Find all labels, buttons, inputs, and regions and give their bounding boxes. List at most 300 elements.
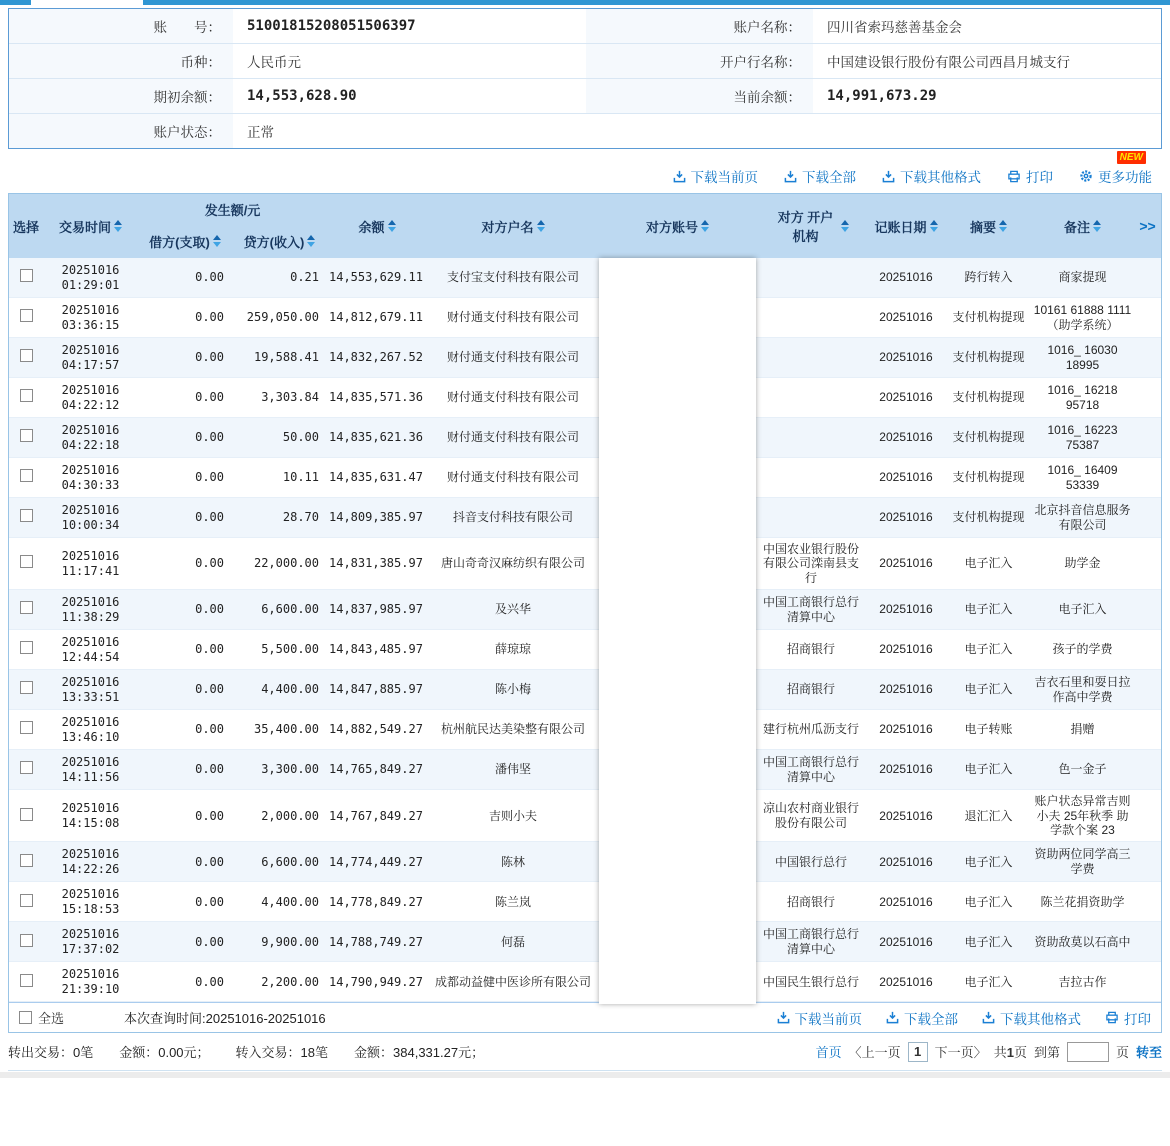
- redaction-overlay: [599, 258, 756, 1004]
- counterparty-name: 抖音支付科技有限公司: [452, 510, 573, 525]
- row-select-cell: [9, 305, 43, 329]
- counterparty-name: 财付通支付科技有限公司: [446, 430, 579, 445]
- counterparty-name: 财付通支付科技有限公司: [446, 390, 579, 405]
- remark: 1016_ 16030 18995: [1047, 343, 1118, 372]
- transaction-time: 20251016 11:38:29: [61, 595, 120, 624]
- row-checkbox[interactable]: [20, 269, 33, 282]
- summary: 支付机构提现: [952, 510, 1025, 525]
- credit-amount: 28.70: [282, 510, 319, 525]
- download-current-page-link[interactable]: [673, 166, 759, 186]
- header-posting-date[interactable]: 记账日期: [866, 217, 946, 236]
- row-more-cell: [1134, 514, 1161, 522]
- transaction-time: 20251016 04:22:18: [61, 423, 120, 452]
- first-page-link[interactable]: 首页: [815, 1045, 842, 1061]
- gear-icon: [1079, 169, 1093, 183]
- row-more-cell: [1134, 560, 1161, 568]
- download-other-format-link[interactable]: [882, 166, 981, 186]
- transaction-time: 20251016 12:44:54: [61, 635, 120, 664]
- pagination: [816, 1042, 1162, 1062]
- counterparty-bank: 招商银行: [786, 642, 835, 657]
- counterparty-name: 支付宝支付科技有限公司: [446, 270, 579, 285]
- select-all-checkbox[interactable]: [19, 1011, 32, 1024]
- counterparty-name: 吉则小夫: [488, 808, 537, 823]
- counterparty-name: 陈小梅: [494, 682, 531, 697]
- debit-amount: 0.00: [195, 390, 224, 405]
- counterparty-bank: 中国工商银行总行清算中心: [762, 755, 859, 784]
- posting-date: 20251016: [879, 762, 933, 777]
- download-icon: [886, 1011, 899, 1024]
- currency-value: 人民币元: [247, 55, 301, 70]
- row-select-cell: [9, 804, 43, 828]
- row-checkbox[interactable]: [20, 808, 33, 821]
- more-functions-link[interactable]: [1079, 152, 1152, 186]
- counterparty-bank: [756, 514, 866, 522]
- download-all-link[interactable]: [784, 166, 856, 186]
- row-checkbox[interactable]: [20, 974, 33, 987]
- posting-date: 20251016: [879, 642, 933, 657]
- print-link[interactable]: [1007, 166, 1053, 186]
- balance: 14,778,849.27: [329, 894, 423, 909]
- header-transaction-time[interactable]: 交易时间: [43, 217, 138, 236]
- counterparty-bank: 中国工商银行总行清算中心: [762, 927, 859, 956]
- posting-date: 20251016: [879, 556, 933, 571]
- credit-amount: 19,588.41: [253, 350, 319, 365]
- sort-icon[interactable]: [537, 220, 545, 232]
- opening-balance-value: 14,553,628.90: [247, 88, 357, 104]
- summary: 电子转账: [964, 722, 1013, 737]
- balance: 14,837,985.97: [329, 602, 423, 617]
- balance: 14,831,385.97: [329, 556, 423, 571]
- row-select-cell: [9, 345, 43, 369]
- table-row: [9, 790, 1161, 842]
- counterparty-name: 薛琼琼: [494, 642, 531, 657]
- sort-icon[interactable]: [388, 220, 396, 232]
- row-select-cell: [9, 505, 43, 529]
- row-select-cell: [9, 930, 43, 954]
- transfer-out-count: 转出交易：0笔: [8, 1045, 94, 1061]
- counterparty-bank: [756, 354, 866, 362]
- account-info-panel: [8, 8, 1162, 149]
- posting-date: 20251016: [879, 350, 933, 365]
- row-checkbox[interactable]: [20, 761, 33, 774]
- table-row: [9, 922, 1161, 962]
- credit-amount: 22,000.00: [253, 556, 319, 571]
- table-row: [9, 338, 1161, 378]
- counterparty-bank: 招商银行: [786, 682, 835, 697]
- table-row: [9, 378, 1161, 418]
- transaction-time: 20251016 14:11:56: [61, 755, 120, 784]
- row-select-cell: [9, 637, 43, 661]
- header-select: 选择: [12, 219, 39, 235]
- footer-download-current-link[interactable]: [777, 1008, 863, 1028]
- remark: 吉拉古作: [1058, 974, 1107, 989]
- counterparty-bank: [756, 314, 866, 322]
- row-checkbox[interactable]: [20, 309, 33, 322]
- transfer-out-amount: 金额：0.00元；: [119, 1045, 210, 1061]
- table-row: [9, 298, 1161, 338]
- balance: 14,847,885.97: [329, 682, 423, 697]
- credit-amount: 10.11: [282, 470, 319, 485]
- summary: 电子汇入: [964, 974, 1013, 989]
- remark: 北京抖音信息服务有限公司: [1034, 503, 1131, 532]
- download-icon: [982, 1011, 995, 1024]
- download-other-format-label: 下载其他格式: [900, 170, 981, 185]
- next-page-link[interactable]: 下一页〉: [934, 1045, 987, 1061]
- counterparty-name: 潘伟坚: [494, 762, 531, 777]
- table-footer: [9, 1002, 1161, 1032]
- balance: 14,774,449.27: [329, 854, 423, 869]
- counterparty-bank: 凉山农村商业银行股份有限公司: [762, 801, 859, 830]
- debit-amount: 0.00: [195, 556, 224, 571]
- debit-amount: 0.00: [195, 762, 224, 777]
- row-more-cell: [1134, 766, 1161, 774]
- opening-balance-label: 期初余额：: [9, 79, 233, 113]
- posting-date: 20251016: [879, 430, 933, 445]
- counterparty-name: 唐山奇奇汉麻纺织有限公司: [440, 556, 585, 571]
- credit-amount: 50.00: [282, 430, 319, 445]
- account-status-value: 正常: [247, 125, 274, 140]
- row-more-cell: [1134, 434, 1161, 442]
- summary: 支付机构提现: [952, 430, 1025, 445]
- header-counterparty-name[interactable]: 对方户名: [427, 217, 599, 236]
- row-more-cell: [1134, 812, 1161, 820]
- credit-amount: 259,050.00: [246, 310, 319, 325]
- remark: 助学金: [1064, 556, 1101, 571]
- summary: 电子汇入: [964, 682, 1013, 697]
- balance: 14,835,631.47: [329, 470, 423, 485]
- debit-amount: 0.00: [195, 808, 224, 823]
- transaction-time: 20251016 01:29:01: [61, 263, 120, 292]
- table-row: [9, 670, 1161, 710]
- counterparty-bank: [756, 474, 866, 482]
- row-select-cell: [9, 757, 43, 781]
- row-more-cell: [1134, 686, 1161, 694]
- posting-date: 20251016: [879, 808, 933, 823]
- counterparty-name: 何磊: [500, 934, 525, 949]
- summary: 电子汇入: [964, 854, 1013, 869]
- debit-amount: 0.00: [195, 682, 224, 697]
- row-checkbox[interactable]: [20, 934, 33, 947]
- posting-date: 20251016: [879, 270, 933, 285]
- summary: 电子汇入: [964, 556, 1013, 571]
- currency-label: 币种：: [9, 44, 233, 78]
- row-checkbox[interactable]: [20, 894, 33, 907]
- balance: 14,835,621.36: [329, 430, 423, 445]
- header-credit[interactable]: 贷方(收入): [232, 232, 327, 251]
- goto-button[interactable]: 转至: [1135, 1045, 1162, 1061]
- active-tab-gap: [31, 0, 143, 5]
- counterparty-name: 财付通支付科技有限公司: [446, 470, 579, 485]
- counterparty-bank: 中国农业银行股份有限公司滦南县支行: [762, 542, 859, 585]
- row-more-cell: [1134, 314, 1161, 322]
- footer-download-current-label: 下载当前页: [794, 1011, 862, 1027]
- debit-amount: 0.00: [195, 602, 224, 617]
- printer-icon: [1105, 1011, 1119, 1024]
- header-counterparty-account[interactable]: 对方账号: [599, 217, 756, 236]
- transaction-time: 20251016 03:36:15: [61, 303, 120, 332]
- goto-page-input[interactable]: [1067, 1042, 1109, 1062]
- remark: 吉衣石里和耍日拉作高中学费: [1034, 675, 1131, 704]
- current-balance-label: 当前余额：: [586, 79, 813, 113]
- posting-date: 20251016: [879, 934, 933, 949]
- current-balance-value: 14,991,673.29: [827, 88, 937, 104]
- print-label: 打印: [1026, 170, 1053, 185]
- table-row: [9, 418, 1161, 458]
- credit-amount: 2,200.00: [261, 974, 319, 989]
- row-checkbox[interactable]: [20, 349, 33, 362]
- summary: 支付机构提现: [952, 390, 1025, 405]
- counterparty-name: 财付通支付科技有限公司: [446, 350, 579, 365]
- row-more-cell: [1134, 394, 1161, 402]
- row-select-cell: [9, 850, 43, 874]
- account-status-label: 账户状态：: [9, 114, 233, 148]
- row-select-cell: [9, 890, 43, 914]
- credit-amount: 0.21: [290, 270, 319, 285]
- summary: 支付机构提现: [952, 350, 1025, 365]
- header-more-columns[interactable]: >>: [1139, 218, 1156, 234]
- table-row: [9, 882, 1161, 922]
- sort-icon[interactable]: [307, 235, 315, 247]
- table-row: [9, 630, 1161, 670]
- remark: 陈兰花捐资助学: [1040, 894, 1125, 909]
- row-checkbox[interactable]: [20, 389, 33, 402]
- remark: 1016_ 16409 53339: [1047, 463, 1118, 492]
- summary: 支付机构提现: [952, 470, 1025, 485]
- header-summary[interactable]: 摘要: [946, 217, 1031, 236]
- debit-amount: 0.00: [195, 310, 224, 325]
- row-more-cell: [1134, 646, 1161, 654]
- row-checkbox[interactable]: [20, 681, 33, 694]
- remark: 电子汇入: [1058, 602, 1107, 617]
- footer-download-all-link[interactable]: [886, 1008, 958, 1028]
- credit-amount: 6,600.00: [261, 854, 319, 869]
- header-debit[interactable]: 借方(支取): [138, 232, 232, 251]
- bank-name-label: 开户行名称：: [586, 44, 813, 78]
- credit-amount: 9,900.00: [261, 934, 319, 949]
- row-select-cell: [9, 970, 43, 994]
- footer-print-label: 打印: [1124, 1011, 1151, 1027]
- row-select-cell: [9, 597, 43, 621]
- transaction-time: 20251016 14:22:26: [61, 847, 120, 876]
- counterparty-name: 成都动益健中医诊所有限公司: [434, 974, 591, 989]
- spacer: [813, 124, 1161, 138]
- footer-print-link[interactable]: [1105, 1008, 1151, 1028]
- posting-date: 20251016: [879, 974, 933, 989]
- remark: 1016_ 16223 75387: [1047, 423, 1118, 452]
- balance: 14,553,629.11: [329, 270, 423, 285]
- table-row: [9, 590, 1161, 630]
- counterparty-name: 财付通支付科技有限公司: [446, 310, 579, 325]
- posting-date: 20251016: [879, 894, 933, 909]
- counterparty-bank: 建行杭州瓜沥支行: [762, 722, 859, 737]
- goto-unit: 页: [1115, 1045, 1129, 1061]
- row-more-cell: [1134, 898, 1161, 906]
- header-remark[interactable]: 备注: [1031, 217, 1134, 236]
- page-bottom-strip: [0, 1072, 1170, 1078]
- row-checkbox[interactable]: [20, 509, 33, 522]
- table-row: [9, 538, 1161, 590]
- counterparty-bank: 中国银行总行: [774, 854, 847, 869]
- more-functions-label: 更多功能: [1098, 170, 1152, 185]
- transaction-time: 20251016 13:33:51: [61, 675, 120, 704]
- remark: 资助敌莫以石高中: [1034, 934, 1131, 949]
- row-select-cell: [9, 265, 43, 289]
- prev-page-link[interactable]: 〈上一页: [848, 1045, 901, 1061]
- sort-icon[interactable]: [1093, 220, 1101, 232]
- row-more-cell: [1134, 978, 1161, 986]
- credit-amount: 3,303.84: [261, 390, 319, 405]
- summary: 电子汇入: [964, 762, 1013, 777]
- counterparty-name: 杭州航民达美染整有限公司: [440, 722, 585, 737]
- row-checkbox[interactable]: [20, 601, 33, 614]
- row-more-cell: [1134, 726, 1161, 734]
- debit-amount: 0.00: [195, 854, 224, 869]
- footer-download-other-link[interactable]: [982, 1008, 1081, 1028]
- transfer-in-count: 转入交易：18笔: [235, 1045, 329, 1061]
- transaction-time: 20251016 04:30:33: [61, 463, 120, 492]
- posting-date: 20251016: [879, 722, 933, 737]
- row-checkbox[interactable]: [20, 641, 33, 654]
- remark: 捐赠: [1070, 722, 1095, 737]
- debit-amount: 0.00: [195, 722, 224, 737]
- download-current-page-label: 下载当前页: [690, 170, 758, 185]
- transaction-time: 20251016 21:39:10: [61, 967, 120, 996]
- row-more-cell: [1134, 474, 1161, 482]
- download-all-label: 下载全部: [802, 170, 856, 185]
- header-balance[interactable]: 余额: [327, 217, 427, 236]
- balance: 14,882,549.27: [329, 722, 423, 737]
- sort-icon[interactable]: [841, 220, 849, 232]
- summary: 电子汇入: [964, 934, 1013, 949]
- credit-amount: 5,500.00: [261, 642, 319, 657]
- transaction-time: 20251016 04:17:57: [61, 343, 120, 372]
- summary: 退汇汇入: [964, 808, 1013, 823]
- balance: 14,767,849.27: [329, 808, 423, 823]
- counterparty-bank: 招商银行: [786, 894, 835, 909]
- footer-download-all-label: 下载全部: [904, 1011, 958, 1027]
- row-select-cell: [9, 677, 43, 701]
- header-amount-group: 发生额/元: [204, 202, 261, 218]
- posting-date: 20251016: [879, 310, 933, 325]
- header-counterparty-bank[interactable]: 对方 开户机构: [756, 207, 866, 245]
- transaction-time: 20251016 14:15:08: [61, 801, 120, 830]
- counterparty-bank: 中国工商银行总行清算中心: [762, 595, 859, 624]
- top-tab-strip: [0, 0, 1170, 5]
- download-icon: [882, 170, 895, 183]
- remark: 10161 61888 1111（助学系统）: [1033, 303, 1132, 332]
- balance: 14,835,571.36: [329, 390, 423, 405]
- account-no-label: 账 号：: [9, 9, 233, 43]
- sort-icon[interactable]: [999, 220, 1007, 232]
- table-row: [9, 842, 1161, 882]
- credit-amount: 35,400.00: [253, 722, 319, 737]
- download-icon: [777, 1011, 790, 1024]
- remark: 资助两位同学高三学费: [1034, 847, 1131, 876]
- row-more-cell: [1134, 354, 1161, 362]
- row-checkbox[interactable]: [20, 721, 33, 734]
- debit-amount: 0.00: [195, 510, 224, 525]
- posting-date: 20251016: [879, 602, 933, 617]
- row-select-cell: [9, 385, 43, 409]
- transaction-time: 20251016 04:22:12: [61, 383, 120, 412]
- debit-amount: 0.00: [195, 934, 224, 949]
- counterparty-bank: [756, 394, 866, 402]
- credit-amount: 6,600.00: [261, 602, 319, 617]
- posting-date: 20251016: [879, 510, 933, 525]
- row-more-cell: [1134, 858, 1161, 866]
- download-icon: [673, 170, 686, 183]
- select-all-label: 全选: [38, 1011, 65, 1027]
- debit-amount: 0.00: [195, 894, 224, 909]
- credit-amount: 4,400.00: [261, 682, 319, 697]
- balance: 14,832,267.52: [329, 350, 423, 365]
- row-checkbox[interactable]: [20, 469, 33, 482]
- sort-icon[interactable]: [701, 220, 709, 232]
- balance: 14,812,679.11: [329, 310, 423, 325]
- sort-icon[interactable]: [114, 220, 122, 232]
- balance: 14,809,385.97: [329, 510, 423, 525]
- summary-bar: [8, 1033, 1162, 1071]
- footer-download-other-label: 下载其他格式: [1000, 1011, 1081, 1027]
- table-row: [9, 258, 1161, 298]
- transaction-time: 20251016 13:46:10: [61, 715, 120, 744]
- transaction-time: 20251016 11:17:41: [61, 549, 120, 578]
- new-badge: NEW: [1117, 151, 1146, 164]
- summary: 支付机构提现: [952, 310, 1025, 325]
- row-more-cell: [1134, 938, 1161, 946]
- posting-date: 20251016: [879, 390, 933, 405]
- printer-icon: [1007, 170, 1021, 183]
- table-header: [9, 194, 1161, 258]
- debit-amount: 0.00: [195, 350, 224, 365]
- goto-label: 到第: [1033, 1045, 1060, 1061]
- row-checkbox[interactable]: [20, 429, 33, 442]
- table-row: [9, 750, 1161, 790]
- row-more-cell: [1134, 274, 1161, 282]
- current-page-box[interactable]: 1: [908, 1042, 928, 1062]
- posting-date: 20251016: [879, 470, 933, 485]
- sort-icon[interactable]: [930, 220, 938, 232]
- balance: 14,765,849.27: [329, 762, 423, 777]
- posting-date: 20251016: [879, 854, 933, 869]
- remark: 孩子的学费: [1052, 642, 1113, 657]
- counterparty-name: 及兴华: [494, 602, 531, 617]
- counterparty-bank: 中国民生银行总行: [762, 974, 859, 989]
- row-checkbox[interactable]: [20, 854, 33, 867]
- table-row: [9, 498, 1161, 538]
- credit-amount: 3,300.00: [261, 762, 319, 777]
- counterparty-bank: [756, 434, 866, 442]
- summary: 电子汇入: [964, 602, 1013, 617]
- credit-amount: 4,400.00: [261, 894, 319, 909]
- row-select-cell: [9, 465, 43, 489]
- toolbar: [8, 149, 1162, 193]
- row-more-cell: [1134, 606, 1161, 614]
- table-row: [9, 962, 1161, 1002]
- row-checkbox[interactable]: [20, 555, 33, 568]
- table-body: [9, 258, 1161, 1002]
- sort-icon[interactable]: [213, 235, 221, 247]
- summary: 跨行转入: [964, 270, 1013, 285]
- counterparty-bank: [756, 274, 866, 282]
- total-pages: 共1页: [993, 1045, 1027, 1061]
- account-no-value: 51001815208051506397: [247, 18, 416, 34]
- row-select-cell: [9, 551, 43, 575]
- table-row: [9, 710, 1161, 750]
- account-name-value: 四川省索玛慈善基金会: [827, 20, 962, 35]
- bank-name-value: 中国建设银行股份有限公司西昌月城支行: [827, 55, 1070, 70]
- download-icon: [784, 170, 797, 183]
